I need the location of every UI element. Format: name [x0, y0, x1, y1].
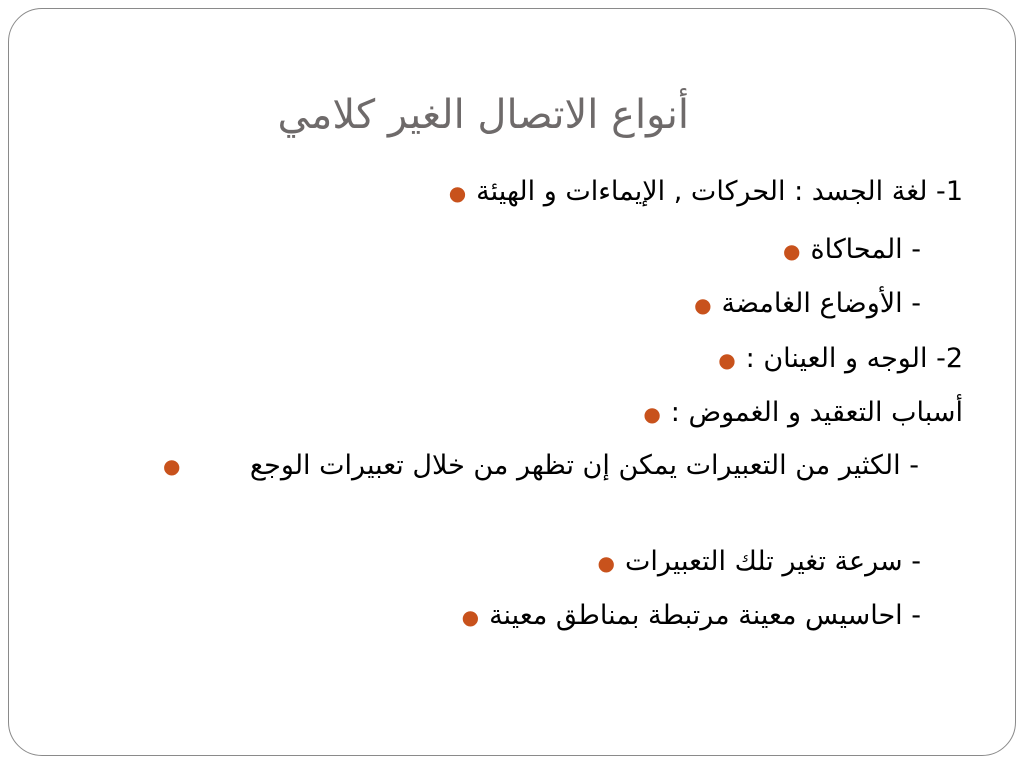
bullet-text: - المحاكاة [810, 234, 921, 265]
bullet-list [9, 9, 1015, 755]
bullet-item-6 [163, 446, 963, 486]
bullet-item-4 [563, 339, 963, 380]
bullet-text: - سرعة تغير تلك التعبيرات [625, 546, 921, 577]
bullet-dot-icon: ● [783, 238, 801, 263]
bullet-dot-icon: ● [643, 401, 661, 426]
bullet-dot-icon: ● [694, 292, 712, 317]
bullet-text: 2- الوجه و العينان : [745, 343, 963, 374]
slide-title: أنواع الاتصال الغير كلامي [277, 92, 689, 138]
bullet-item-1 [263, 172, 963, 213]
slide-frame [8, 8, 1016, 756]
bullet-dot-icon: ● [448, 180, 467, 205]
bullet-item-5 [463, 393, 963, 434]
bullet-dot-icon: ● [597, 550, 615, 575]
bullet-text: أسباب التعقيد و الغموض : [670, 397, 963, 428]
bullet-item-7 [421, 542, 921, 583]
bullet-text: 1- لغة الجسد : الحركات , الإيماءات و الهيئة [476, 176, 963, 207]
bullet-item-3 [521, 284, 921, 325]
bullet-item-8 [271, 596, 921, 637]
bullet-dot-icon: ● [163, 454, 181, 478]
bullet-dot-icon: ● [718, 347, 736, 372]
bullet-dot-icon: ● [461, 604, 480, 629]
bullet-text: - احاسيس معينة مرتبطة بمناطق معينة [489, 600, 921, 631]
bullet-text: - الأوضاع الغامضة [721, 288, 921, 319]
bullet-text: - الكثير من التعبيرات يمكن إن تظهر من خلال تعبيرات الوجع [249, 450, 919, 481]
bullet-item-2 [521, 230, 921, 271]
